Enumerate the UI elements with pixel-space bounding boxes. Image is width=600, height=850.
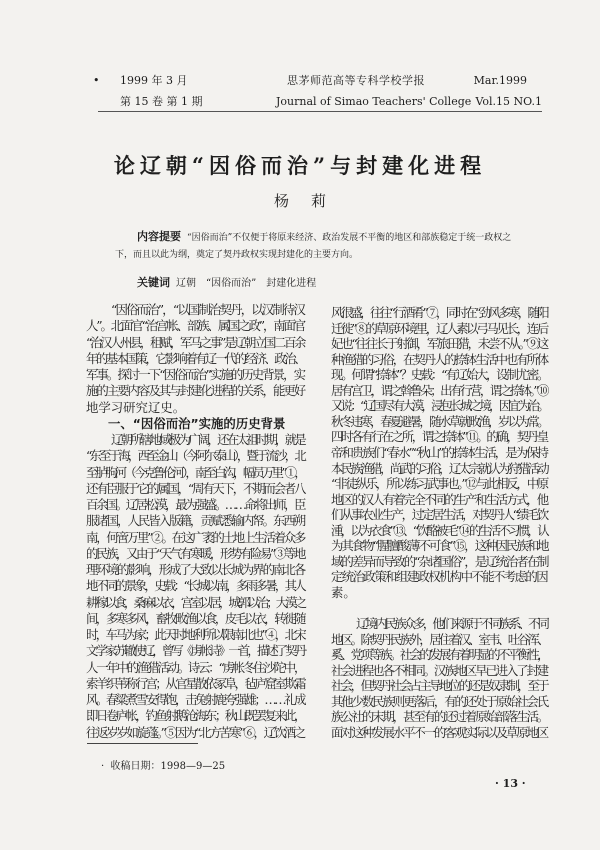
abstract: [115, 228, 545, 264]
text-line: 南，何啻万里”②。在这广袤的土地上生活着众多: [86, 529, 305, 545]
text-line: “治汉人州县，租赋，军马之事”是辽朝立国二百余: [86, 334, 304, 350]
text-line: 索羊织苇称行宫；从官星散依冢阜，毡庐窟室欺霜: [86, 675, 304, 691]
text-line: 辽朝所辖地域极为广阔，还在太祖时期，就是: [111, 432, 304, 447]
text-line: 间，多寒多风，畜牧畋渔以食，皮毛以衣，转徙随: [86, 610, 304, 626]
text-line: 还有臣服于它的属国，“周有天下，不期而会者八: [86, 480, 305, 496]
text-line: “非徒纵乐，所以练习武事也。”⑫与此相反，中原: [331, 476, 548, 492]
keywords-text: 辽朝 “因俗而治” 封建化进程: [176, 278, 317, 289]
text-line: 素。: [331, 584, 356, 600]
article-title: 论辽朝“因俗而治”与封建化进程: [113, 153, 487, 178]
text-line: 其他少数民族则更落后，有的还处于原始社会氏: [331, 693, 548, 709]
text-line: 种渔猎的习俗，在契丹人的捺钵生活中也有所体: [331, 351, 548, 367]
text-line: 定统治政策和组建政权机构中不能不考虑的因: [331, 569, 547, 585]
text-line: 地区。除契丹民族外，居住着汉、室韦、吐谷浑、: [331, 631, 547, 647]
header-volume-en: Vol.15 NO.1: [475, 95, 542, 108]
header-bullet: •: [93, 74, 100, 87]
text-line: 百余国。辽居松漠，最为强盛。……命将出师，臣: [86, 497, 304, 512]
footnote-rule: [87, 743, 198, 744]
text-line: 地区的汉人有着完全不同的生产和生活方式，他: [331, 491, 548, 507]
header-date-cn: 1999 年 3 月: [120, 74, 188, 87]
text-line: 辽境内民族众多，他们来源于不同族系、不同: [356, 616, 547, 631]
text-line: 地不同的景象，史载：“长城以南，多雨多暑，其人: [86, 578, 304, 594]
text-line: 服诸国，人民皆入版籍，贡赋悉输内帑。东西朔: [86, 513, 305, 529]
text-line: 又说：“辽国尽有大漠，浸包长城之境，因宜为治。: [331, 398, 547, 414]
text-line: 奚、党项等族。社会的发展有着明显的不平衡性，: [331, 647, 547, 663]
header-date-en: Mar.1999: [473, 74, 527, 87]
abstract-text-2: 下，而且以此为纲，奠定了契丹政权实现封建化的主要方向。: [115, 250, 359, 260]
footnote-received-date: 收稿日期：1998—9—25: [110, 761, 226, 772]
section-heading: 一、“因俗而治”实施的历史背景: [108, 415, 286, 431]
text-line: 年的基本国策，它影响着有辽一代的经济、政治、: [86, 350, 304, 366]
text-line: 人”。北面官“治宫帐、部族、属国之政”，南面官: [86, 318, 304, 334]
text-line: 理环境的影响，形成了大致以长城为界的南北各: [86, 562, 305, 577]
article-author: 杨莉: [273, 192, 348, 210]
header-journal-en: Journal of Simao Teachers' College: [276, 95, 472, 108]
text-line: 面对这种发展水平不一的客观实际以及草原地区: [331, 724, 548, 740]
footnote-bullet: ·: [101, 761, 111, 772]
text-line: 们从事农业生产，过定居生活，对契丹人“绩毛饮: [331, 507, 547, 523]
text-line: 湩，以为衣食”⑬、“饮酪被毛”⑭的生活不习惯，认: [331, 522, 547, 538]
text-line: 至胪朐河（今克鲁伦河），南至白沟，幅员万里”①，: [86, 464, 304, 480]
text-line: 帝和贵族们“春水”“秋山”的捺钵生活，是为保持: [331, 444, 547, 460]
abstract-text-1: “因俗而治”不仅便于将原来经济、政治发展不平衡的地区和部族稳定于统一政权之: [187, 233, 512, 243]
text-line: 时，车马为家；此天时地利所以限南北也”④，北宋: [86, 627, 304, 642]
keywords-label: 关键词: [137, 276, 170, 289]
text-line: 本民族渔猎，尚武的习俗，辽太宗就认为狩猎活动: [331, 460, 547, 476]
text-line: 社会进程也各不相同。汉族地区早已进入了封建: [331, 662, 548, 678]
text-line: 的民族，又由于“天气有寒暖，形势有险易”③等地: [86, 545, 304, 561]
abstract-label: 内容提要: [137, 230, 181, 243]
text-line: 居有宫卫，谓之斡鲁朵；出有行营，谓之捺钵。”⑩: [331, 382, 547, 398]
keywords: [137, 274, 316, 290]
text-line: 施的主要内容及其与封建化进程的关系，能更好: [86, 383, 305, 399]
text-line: 往返岁岁如旋蓬。”⑤因为“北方苦寒”⑥，辽饮酒之: [86, 724, 304, 740]
abstract-first-line: [115, 228, 545, 246]
text-line: 族公社的末期，甚至有的还过着原始部落生活。: [331, 709, 548, 725]
text-line: “因俗而治”，“以国制治契丹，以汉制待汉: [111, 302, 304, 317]
text-line: 军事。探讨一下“因俗而治”实施的历史背景，实: [86, 367, 304, 382]
text-line: 地学习研究辽史。: [86, 399, 186, 415]
header-volume-cn: 第 15 卷 第 1 期: [120, 95, 203, 108]
footnote: [101, 757, 225, 772]
header-rule: [98, 111, 542, 112]
text-line: 人一年中的渔猎活动。诗云：“虏帐冬住沙陀中，: [86, 659, 305, 675]
text-line: 秋冬违寒，春夏避暑，随水草就畋渔，岁以为常。: [331, 413, 547, 429]
text-line: 风很盛，往往“行酒肴”⑦，同时在“劲风多寒，随阳: [331, 305, 547, 320]
text-line: 耕稼以食，桑麻以衣，宫室以居，城郭以治；大漠之: [86, 594, 305, 610]
text-line: 现。何谓“捺钵”？史载：“有辽始大，设制尤密。: [331, 367, 548, 383]
text-line: 迁徙”⑧的草原环境里，辽人素以弓马见长，连后: [331, 320, 547, 336]
text-line: “东至于海，西至金山（今阿尔泰山），暨于流沙，北: [86, 448, 304, 464]
text-line: 文学家苏辙使辽，曾写《虏帐诗》一首，描述了契丹: [86, 643, 305, 659]
text-line: 妃也“往往长于射御，军旅田猎，未尝不从。”⑨这: [331, 336, 548, 352]
text-line: 风。春粱煮雪安得饱，击兔射鹿夸强雄；……礼成: [86, 692, 304, 707]
header-journal-cn: 思茅师范高等专科学校学报: [287, 74, 425, 87]
text-line: 四时各有行在之所，谓之捺钵”⑪。的确，契丹皇: [331, 429, 547, 445]
text-line: 即日卷庐帐，钓鱼射鹅沧海东；秋山既罢复来此，: [86, 708, 304, 724]
page-number: · 13 ·: [495, 777, 526, 790]
text-line: 社会，但契丹社会占主导地位的还是奴隶制，至于: [331, 678, 547, 694]
text-line: 为其食物“腥膻酸薄不可食”⑮，这种因民族和地: [331, 538, 548, 554]
text-line: 域的差异而导致的“杂诸国俗”，是辽统治者在制: [331, 553, 548, 569]
